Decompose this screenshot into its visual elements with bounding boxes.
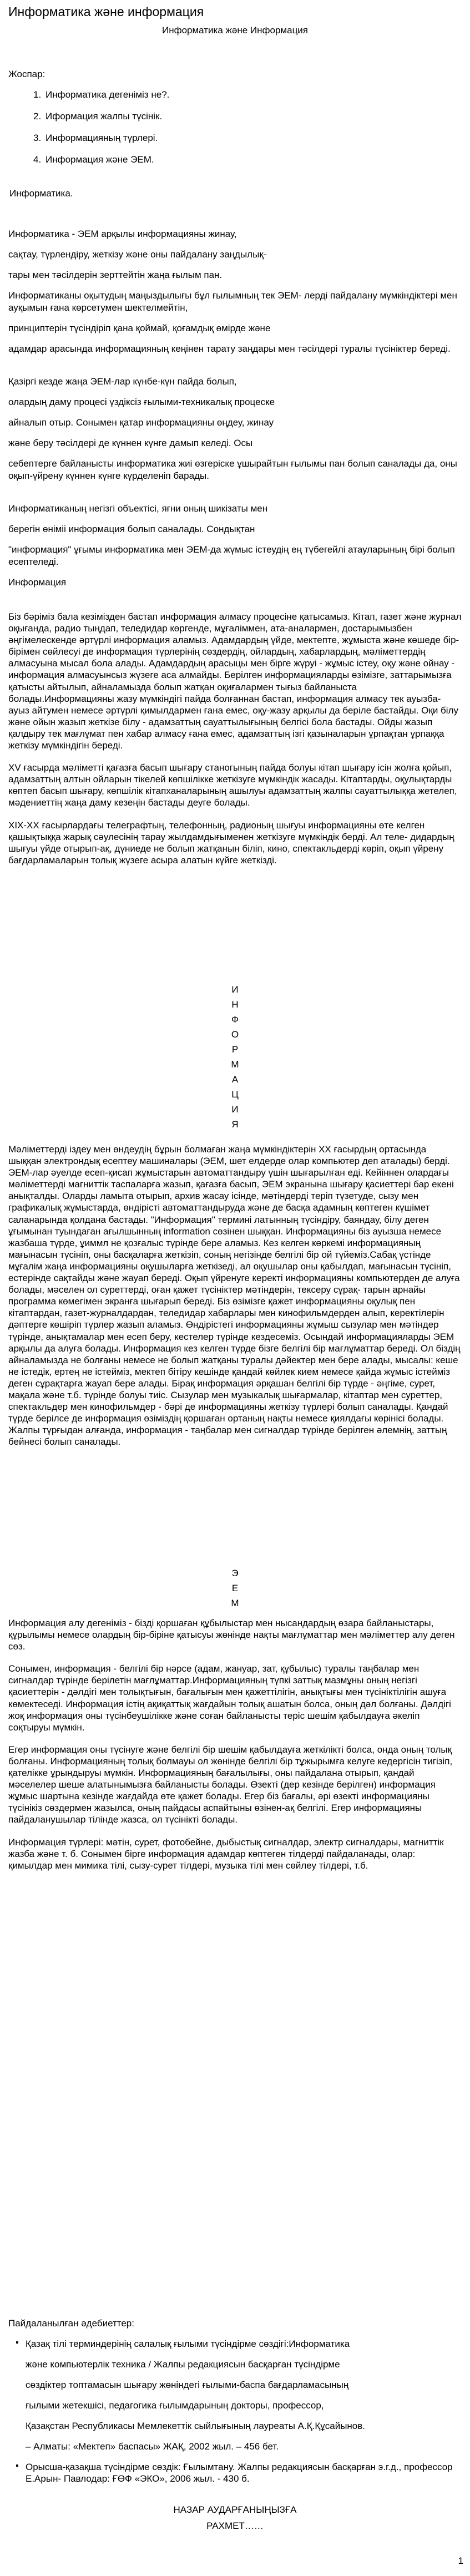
body-block-3 [8,1617,462,1871]
acronym-letter: М [231,1059,239,1070]
acronym-letter: И [231,1104,239,1115]
vertical-word-information [0,982,470,1132]
intro-line: Қазіргі кезде жаңа ЭЕМ-лар күнбе-күн пайда болып, [8,376,237,387]
acronym-letter: Ф [231,1014,239,1025]
acronym-letter: Ц [231,1089,239,1100]
intro-line: принциптерін түсіндіріп қана қоймай, қоғамдық өмірде және [8,323,271,333]
acronym-letter: Н [231,999,239,1010]
contents-list [33,88,169,175]
closing-signature [0,2504,470,2536]
intro-line: олардың даму процесі үздіксіз ғылыми-техникалық процеске [8,397,275,407]
acronym-letter: А [231,1074,239,1085]
contents-item-text: Информацияның түрлері. [46,133,158,143]
acronym-letter: О [231,1029,239,1040]
reference-line: Қазақстан Республикасы Мемлекеттік сыйлығының лауреаты А.Қ.Құсайынов. [26,2421,366,2431]
intro-line: айналып отыр. Сонымен қатар информацияны өңдеу, жинау [8,417,274,428]
contents-item-number: 1. [33,89,42,100]
reference-line: ғылыми жетекшісі, педагогика ғылымдарының докторы, профессор, [26,2400,324,2411]
reference-line: – Алматы: «Мектеп» баспасы» ЖАҚ, 2002 жыл. – 456 бет. [26,2441,279,2452]
contents-label: Жоспар: [8,69,46,79]
references-list [16,2338,459,2484]
closing-line: НАЗАР АУДАРҒАНЫҢЫЗҒА [173,2504,297,2515]
contents-item [33,110,169,131]
contents-item-number: 3. [33,133,42,143]
reference-line: сөздіктер топтамасын шығару жөніндегі ғылыми-баспа бағдарламасының [26,2380,349,2390]
acronym-letter: М [231,1598,239,1608]
contents-item-number: 2. [33,111,42,122]
intro-line: берегін өніміі информация болып саналады. Сондықтан [8,524,255,534]
acronym-letter: И [231,984,239,995]
intro-line: себептерге байланысты информатика жиі өзгеріске ұшырайтын ғылымы пан болып саналады да, оны оқып-үйрену күннен күнге күрделеніп барады. [8,458,457,481]
body-paragraph: XIX-XX ғасырлардағы телеграфтың, телефонның, радионың шығуы информацияны өте келген қашықтыққа жарық сәулесінің тарау жылдамдығыменен жеткізуге мүмкіндік берді. Ал теле- дидардың шығуы үйде отырып-ақ, дүниеде не болып жатқанын біліп, кино, спектакльдерді көріп, оқып үйрену бағдарламаларын толық жүзеге асыра алатын күйге жеткізді. [8,819,454,866]
reference-item [16,2338,459,2461]
body-paragraph: Біз бәріміз бала кезімізден бастап информация алмасу процесіне қатысамыз. Кітап, газет және журнал оқығанда, радио тыңдап, теледидар көргенде, мұғаліммен, ата-аналармен, достарымызбен әңгімелескенде әртүрлі информация аламыз. Адамдардың үйде, мектепте, жұмыста және көшеде бір-бірімен сөйлесуі де информация түрлерінің сөздердің, ойлардың, хабарлардың, мәліметтердің алмасуына мысал бола алады. Адамдардың арасыцы мен бірге жүруі - жұмыс істеу, оқу және ойнау - информация алмасуынсыз жүзеге аса алмайды. Берілген информацияларды өзімізге, заттарымызға қатысты айтылып, айналамызда болып жатқан оқиғалармен тығыз байланыста болады.Информацияны жазу мүмкіндігі пайда болғаннан бастап, информация алмасу тек ауызба-ауыз айтумен немесе әртүрлі қимылдармен ғана емес, оқу-жазу арқылы да беріле бастайды. Оқи білу және ойын жазып жеткізе білу - адамзаттың сауаттылығының белгісі бола бастады. Ойды жазып қалдыру тек мағлұмат пен хабар алмасу ғана емес, адамзаттың ізгі қазыналарын ұрпақтан ұрпаққа жеткізу мүмкіндігін береді. [8,611,462,751]
reference-line: ▪ Орысша-қазақша түсіндірме сөздік: Ғылымтану. Жалпы редакциясын басқарған э.г.д., профессор Е.Арын- Павлодар: ҒӨФ «ЭКО», 2006 жыл. - 430 б. [26,2462,453,2484]
body-paragraph: Егер информация оны түсінуге және белгілі бір шешім қабылдауға жеткілікті болса, онда оның толық болғаны. Информацияның толық болмауы ол жөнінде белгілі бір тұжырымға келуге кедергісін тигізіп, қателікке ұрындыруы мүмкін. Информацияның бағалылығы, оны пайдалана отырып, қандай мәселелер шеше алатынымызға байланысты болады. Өзекті (дер кезінде берілген) информация жұмыс шартына кезінде жағдайда өте қажет болады. Егер біз бағалы, әрі өзекті информацияны түсінікіз сөздермен жазылса, оның пайдасы аспайтыны өзінен-ақ белгілі. Егер информацияны пайдаланушылар тілінде жазса, ол түсінікті болады. [8,1744,453,1825]
contents-item [33,88,169,110]
body-paragraph: Информация түрлері: мәтін, сурет, фотобейне, дыбыстық сигналдар, электр сигналдары, магниттік жазба және т. б. Сонымен бірге информация адамдар көптеген тілдерді пайдаланады, олар: қимылдар мен мимика тілі, сызу-сурет тілдері, музыка тілі мен сөйлеу тілдері, т.б. [8,1836,444,1871]
section-heading-informatics: Информатика. [9,188,73,199]
intro-line: "информация" ұғымы информатика мен ЭЕМ-да жүмыс істеудің ең түбегейлі атауларының бірі болып есептеледі. [8,544,455,567]
acronym-letter: Э [231,1568,239,1578]
reference-line: және компьютерлік техника / Жалпы редакциясын басқарған түсіндірме [26,2359,340,2370]
body-paragraph: Информация алу дегеніміз - бізді қоршаған құбылыстар мен нысандардың өзара байланыстары, құрылымы немесе олардың бір-біріне қатысуы жөнінде нақты мағлұматтар мен мәліметтер алу деген сөз. [8,1618,455,1652]
intro-line: Информатиканы оқытудың маңыздылығы бұл ғылымның тек ЭЕМ- лерді пайдалану мүмкіндіктері мен ауқымын ғана көрсетумен шектелмейтін, [8,290,457,313]
intro-line: Информатиканың негізгі объектісі, яғни оның шикізаты мен [8,503,268,514]
acronym-letter: Р [231,1044,239,1055]
body-block-2 [8,1143,462,1448]
intro-line: Информатика - ЭЕМ арқылы информацияны жинау, [8,229,237,239]
references-label: Пайдаланылған әдебиеттер: [8,2318,134,2329]
subheading-information: Информация [8,577,67,588]
reference-item [16,2461,459,2484]
contents-item-text: Информатика дегеніміз не?. [46,89,170,100]
acronym-letter: Е [231,1583,239,1593]
acronym-letter: Я [231,1119,239,1130]
reference-line: ▪ Қазақ тілі терминдерінің салалық ғылыми түсіндірме сөздігі:Информатика [26,2339,350,2349]
body-paragraph: XV ғасырда мәліметті қағазға басып шығару станогының пайда болуы кітап шығару ісін жолға қойып, адамзаттың алтын ойларын тікелей көпшілікке жеткізуге мүмкіндік жасады. Кітаптарды, оқулықтарды көптеп басып шығару, көпшілік кітапханаларының ашылуы адамзаттың жалпы сауаттылыққа жетелеп, мәдениеттің жаңа даму кезеңін бастады деуге болады. [8,762,457,808]
contents-item-text: Информация және ЭЕМ. [46,154,154,165]
document-subtitle: Информатика және Информация [161,25,309,36]
document-title: Информатика және информация [8,4,204,19]
contents-item [33,153,169,175]
contents-item-number: 4. [33,154,42,165]
body-block-1 [8,611,462,866]
intro-line: адамдар арасында информацияның кеңінен тарату заңдары мен тәсілдері туралы түсініктер береді. [8,343,451,354]
intro-line: тары мен тәсілдерін зерттейтін жаңа ғылым пан. [8,270,223,280]
contents-item-text: Иформация жалпы түсінік. [46,111,163,122]
closing-line: РАХМЕТ…… [206,2521,264,2531]
intro-block [8,228,462,597]
page-number: 1 [458,2555,463,2566]
intro-line: және беру тәсілдері де күннен күнге дамып келеді. Осы [8,438,253,448]
body-paragraph: Сонымен, информация - белгілі бір нәрсе (адам, жануар, зат, құбылыс) туралы таңбалар мен сигналдар түрінде берілетін мағлұматтар.Информацияның түпкі заттық мазмұны оның негізгі қасиеттерін - дәлдігі мен толықтығын, бағалығын мен қажеттілігін, анықтығы мен түсініктілігін ашуға көмектеседі. Информация істің ақиқаттық жағдайын толық ашатын болса, оның дәл болғаны. Дәлдігі жоқ информация оны түсінбеушілікке және соған байланысты теріс шешім қабылдауға әкеліп соқтыруы мүмкін. [8,1663,451,1733]
contents-item [33,131,169,153]
body-paragraph: Мәліметтерді іздеу мен өндеудің бұрын болмаған жаңа мүмкіндіктерін XX ғасырдың ортасында шыққан электрондық есептеу машиналары (ЭЕМ, шет елдерде олар компьютер деп аталады) берді. ЭЕМ-лар әуелде есеп-қисап жұмыстарын автоматтандыру үшін шығарылған еді. Кейіннен олардағы мәліметтерді магниттік таспаларға жазып, қағазға басып, ЭЕМ экранына шығару қасиеттері бар екені анықталды. Оларды ламыта отырып, архив жасау ісінде, мәтіндерді теріп түзетуде, сызу мен графикалық жұмыстарда, өндірісті автоматтандыруда және де басқа адамның көптеген күшімет саланарында қолдана бастады. "Информация" термині латынның түсіндіру, баяндау, білу деген ұғымынан туындаған ағылшынның information сөзінен шыққан. Информацияны біз ауызша немесе жазбаша түрде, ұиммл не қозғалыс түрінде бере аламыз. Кез келген көркемі информацияның мағынасын түсініп, оны басқаларға жеткізіп, соның негізінде белгілі бір ой түйеміз.Сабақ үстінде мұғалім жаңа информацияны оқушыларға жеткізеді, ал оқушылар оны қабылдап, мағынасын түсініп, естерінде сақтайды және жауап береді. Оқып үйренуге керекті информацияны компьютерден де алуға болады, мәселен ол суреттерді, оған қажет түсініктер мәтіндерін, тексеру сұрақ- тарын арнайы программа көмегімен экранға шығарып береді. Біз өзімізге қажет информацияны оқулық пен кітаптардан, газет-журналдардан, теледидар хабарлары мен кинофильмдерден алып, керектілерін дәптерге көшіріп түрлер жазып аламыз. Өндірістегі информацияны жұмыш сызулар мен мәтіндер түрінде, анықтамалар мен есеп беру, кестелер түрінде кездесеміз. Осындай информацияларды ЭЕМ арқылы да алуға болады. Информация кез келген түрде бізге белгілі бір мағлұматтар береді. Ол біздің айналамызда не болғаны немесе не болып жатқаны туралы дәйектер мен бере алады, мысалы: кеше не істедік, ертең не істейміз, мектеп бітіру кешінде қандай көйлек кием немесе қайда жұмыс істейміз деген сұрақтарға жауап бере алады. Бірақ информация әрқашан белгілі бір түрде - әңгіме, сурет, мақала және т.б. түрінде болуы тиіс. Сызулар мен музыкалық шығармалар, кітаптар мен суреттер, спектакльдер мен кинофильмдер - бәрі де информацияны жеткізу түрлері болып саналады. Қандай түрде берілсе де информация өзіміздің қоршаған ортаның нақты немесе қиялдағы көрінісі болады. Жалпы түрғыдан алғанда, информация - таңбалар мен сигналдар түрінде берілген әлемнің, заттың бейнесі болып саналады. [8,1144,461,1448]
vertical-word-eem [0,1566,470,1611]
intro-line: сақтау, түрлендіру, жеткізу және оны пайдалану заңдылық- [8,249,267,260]
